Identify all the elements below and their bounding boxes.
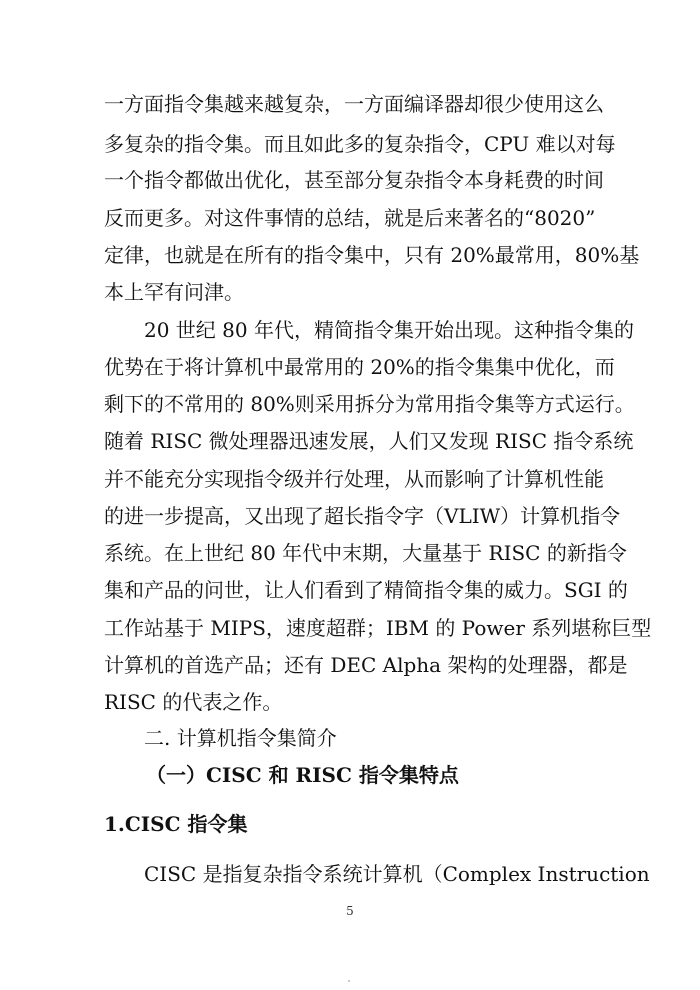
paragraph-1-line-3: 一个指令都做出优化，甚至部分复杂指令本身耗费的时间: [104, 168, 604, 192]
paragraph-2-line-5: 并不能充分实现指令级并行处理，从而影响了计算机性能: [104, 467, 604, 491]
item-heading: 1.CISC 指令集: [104, 812, 248, 836]
paragraph-2-line-7: 系统。在上世纪 80 年代中末期，大量基于 RISC 的新指令: [104, 541, 627, 565]
paragraph-2-line-1: 20 世纪 80 年代，精简指令集开始出现。这种指令集的: [144, 318, 634, 342]
paragraph-2-line-9: 工作站基于 MIPS，速度超群；IBM 的 Power 系列堪称巨型: [104, 616, 652, 640]
subsection-heading: （一）CISC 和 RISC 指令集特点: [146, 763, 459, 787]
paragraph-1-line-6: 本上罕有问津。: [104, 280, 244, 304]
paragraph-2-line-2: 优势在于将计算机中最常用的 20%的指令集集中优化，而: [104, 355, 615, 379]
page-number: 5: [346, 904, 354, 918]
paragraph-2-line-3: 剩下的不常用的 80%则采用拆分为常用指令集等方式运行。: [104, 392, 635, 416]
paragraph-2-line-8: 集和产品的问世，让人们看到了精简指令集的威力。SGI 的: [104, 578, 628, 602]
paragraph-1-line-5: 定律，也就是在所有的指令集中，只有 20%最常用，80%基: [104, 243, 640, 267]
paragraph-2-line-10: 计算机的首选产品；还有 DEC Alpha 架构的处理器，都是: [104, 653, 628, 677]
paragraph-2-line-6: 的进一步提高，又出现了超长指令字（VLIW）计算机指令: [104, 504, 621, 528]
paragraph-1-line-4: 反而更多。对这件事情的总结，就是后来著名的“8020”: [104, 206, 596, 230]
paragraph-1-line-1: 一方面指令集越来越复杂，一方面编译器却很少使用这么: [104, 92, 604, 116]
section-heading: 二. 计算机指令集简介: [144, 726, 337, 750]
paragraph-3-line-1: CISC 是指复杂指令系统计算机（Complex Instruction: [144, 862, 650, 886]
paragraph-2-line-4: 随着 RISC 微处理器迅速发展，人们又发现 RISC 指令系统: [104, 429, 634, 453]
decorative-dot: [348, 980, 350, 982]
paragraph-2-line-11: RISC 的代表之作。: [104, 690, 283, 714]
paragraph-1-line-2: 多复杂的指令集。而且如此多的复杂指令，CPU 难以对每: [104, 132, 616, 156]
